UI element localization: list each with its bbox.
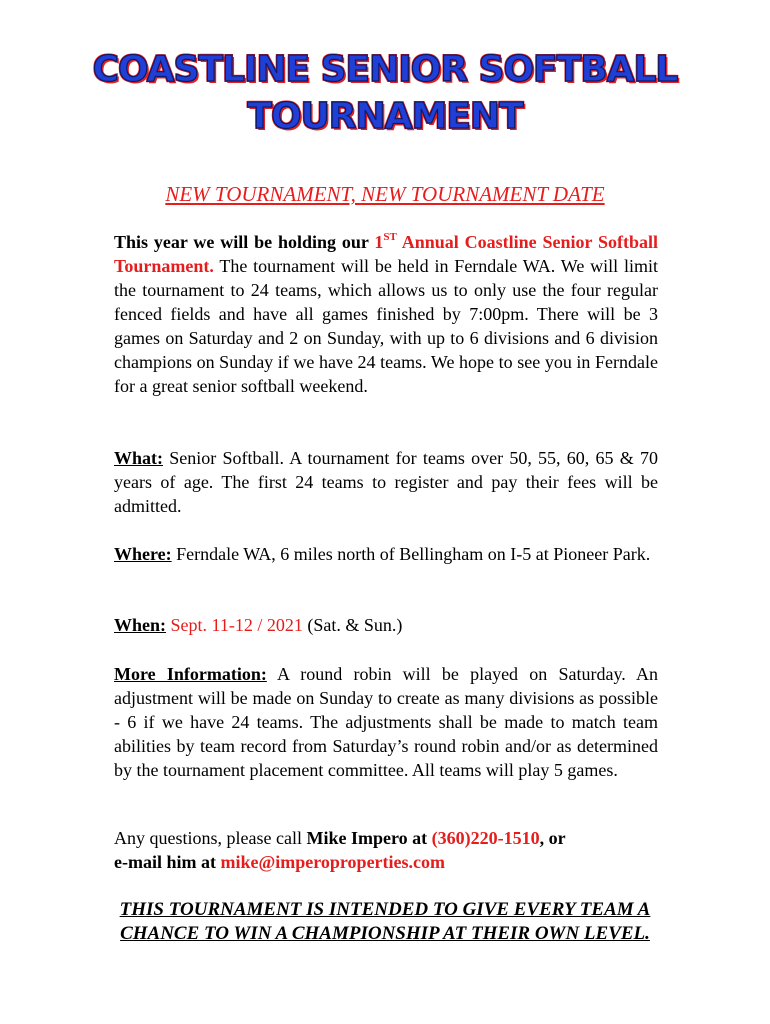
closing-statement: THIS TOURNAMENT IS INTENDED TO GIVE EVERY TEAM A CHANCE TO WIN A CHAMPIONSHIP AT THEIR OWN LEVEL.	[119, 899, 651, 944]
banner-title-line-1: COASTLINE SENIOR SOFTBALL	[92, 49, 678, 90]
contact-lead: Any questions, please call	[114, 828, 307, 848]
more-info-paragraph	[114, 662, 658, 782]
intro-paragraph	[114, 230, 658, 398]
ordinal-suffix: ST	[383, 231, 397, 243]
contact-name: Mike Impero at	[306, 828, 432, 848]
contact-email-link[interactable]: mike@imperoproperties.com	[220, 852, 446, 872]
more-info-text: A round robin will be played on Saturday. An adjustment will be made on Sunday to create as many divisions as possible - 6 if we have 24 teams. The adjustments shall be made to match team abilities by team record from Saturday’s round robin and/or as determined by the tournament placement committee. All teams will play 5 games.	[114, 664, 658, 780]
what-paragraph	[114, 446, 658, 518]
email-lead: e-mail him at	[114, 852, 221, 872]
more-info-label: More Information:	[114, 664, 267, 684]
what-label: What:	[114, 448, 163, 468]
where-label: Where:	[114, 544, 172, 564]
what-text: Senior Softball. A tournament for teams over 50, 55, 60, 65 & 70 years of age. The first 24 teams to register and pay their fees will be admitted.	[114, 448, 658, 516]
where-paragraph	[114, 542, 658, 566]
where-text: Ferndale WA, 6 miles north of Bellingham on I-5 at Pioneer Park.	[171, 544, 651, 564]
contact-phone[interactable]: (360)220-1510	[431, 828, 540, 848]
contact-phone-after: , or	[539, 828, 566, 848]
ordinal-number: 1	[374, 232, 384, 252]
intro-body: The tournament will be held in Ferndale WA. We will limit the tournament to 24 teams, which allows us to only use the four regular fenced fields and have all games finished by 7:00pm. There will be 3 games on Saturday and 2 on Sunday, with up to 6 divisions and 6 division champions on Sunday if we have 24 teams. We hope to see you in Ferndale for a great senior softball weekend.	[114, 256, 658, 396]
banner-title-line-2: TOURNAMENT	[247, 96, 523, 137]
event-days: (Sat. & Sun.)	[302, 615, 403, 635]
event-name: Annual Coastline Senior Softball Tournament.	[114, 232, 658, 276]
intro-lead: This year we will be holding our	[114, 232, 375, 252]
when-label: When:	[114, 615, 167, 635]
contact-paragraph	[114, 826, 658, 874]
intro-ordinal	[374, 232, 396, 252]
when-paragraph	[114, 613, 658, 637]
subheading: NEW TOURNAMENT, NEW TOURNAMENT DATE	[165, 182, 605, 206]
event-date: Sept. 11-12 / 2021	[166, 615, 303, 635]
